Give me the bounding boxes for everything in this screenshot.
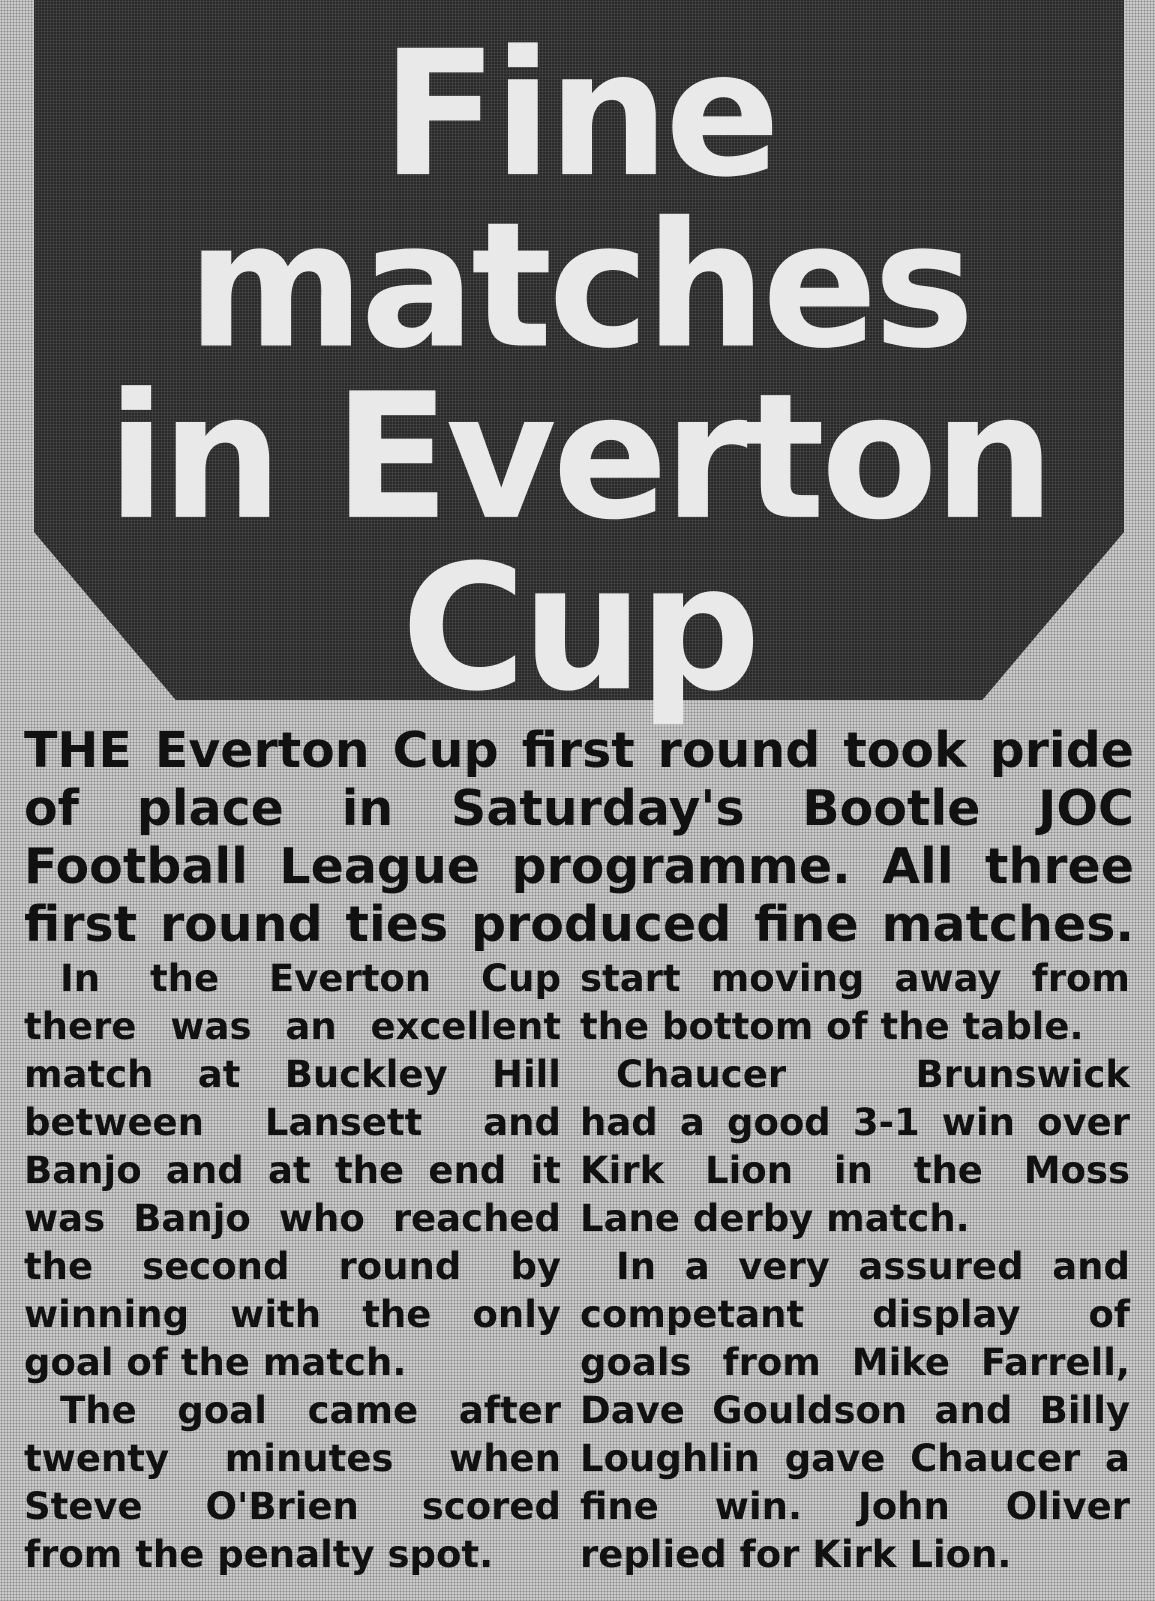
body-line: twenty minutes when bbox=[24, 1437, 561, 1480]
headline bbox=[34, 13, 1124, 731]
body-line: goals from Mike Farrell, bbox=[580, 1341, 1130, 1384]
standfirst-line: THE Everton Cup first round took pride bbox=[24, 722, 1134, 779]
body-line: Loughlin gave Chaucer a bbox=[580, 1437, 1130, 1480]
body-line: Dave Gouldson and Billy bbox=[580, 1389, 1130, 1432]
body-line: match at Buckley Hill bbox=[24, 1053, 561, 1096]
body-line: was Banjo who reached bbox=[24, 1197, 561, 1240]
body-line: The goal came after bbox=[60, 1389, 561, 1432]
article-column-left bbox=[24, 955, 561, 1579]
body-line: had a good 3-1 win over bbox=[580, 1101, 1130, 1144]
body-line: fine win. John Oliver bbox=[580, 1485, 1130, 1528]
body-line: Steve O'Brien scored bbox=[24, 1485, 561, 1528]
body-line: replied for Kirk Lion. bbox=[580, 1533, 1012, 1576]
body-line: Banjo and at the end it bbox=[24, 1149, 561, 1192]
standfirst-line: first round ties produced fine matches. bbox=[24, 896, 1134, 953]
body-line: there was an excellent bbox=[24, 1005, 561, 1048]
standfirst-line: Football League programme. All three bbox=[24, 838, 1134, 895]
body-line: winning with the only bbox=[24, 1293, 561, 1336]
headline-line-1: Fine matches bbox=[187, 13, 971, 388]
body-line: Chaucer Brunswick bbox=[616, 1053, 1130, 1096]
body-line: In the Everton Cup bbox=[60, 957, 561, 1000]
standfirst-line: of place in Saturday's Bootle JOC bbox=[24, 780, 1134, 837]
standfirst bbox=[24, 722, 1134, 954]
body-line: goal of the match. bbox=[24, 1341, 407, 1384]
body-line: from the penalty spot. bbox=[24, 1533, 494, 1576]
body-line: In a very assured and bbox=[616, 1245, 1130, 1288]
body-line: Lane derby match. bbox=[580, 1197, 970, 1240]
body-line: the bottom of the table. bbox=[580, 1005, 1084, 1048]
headline-line-3: Cup bbox=[401, 528, 757, 731]
article-column-right bbox=[580, 955, 1130, 1579]
body-line: between Lansett and bbox=[24, 1101, 561, 1144]
body-line: start moving away from bbox=[580, 957, 1130, 1000]
body-line: the second round by bbox=[24, 1245, 561, 1288]
headline-line-2: in Everton bbox=[107, 356, 1051, 559]
body-line: Kirk Lion in the Moss bbox=[580, 1149, 1130, 1192]
body-line: competant display of bbox=[580, 1293, 1130, 1336]
